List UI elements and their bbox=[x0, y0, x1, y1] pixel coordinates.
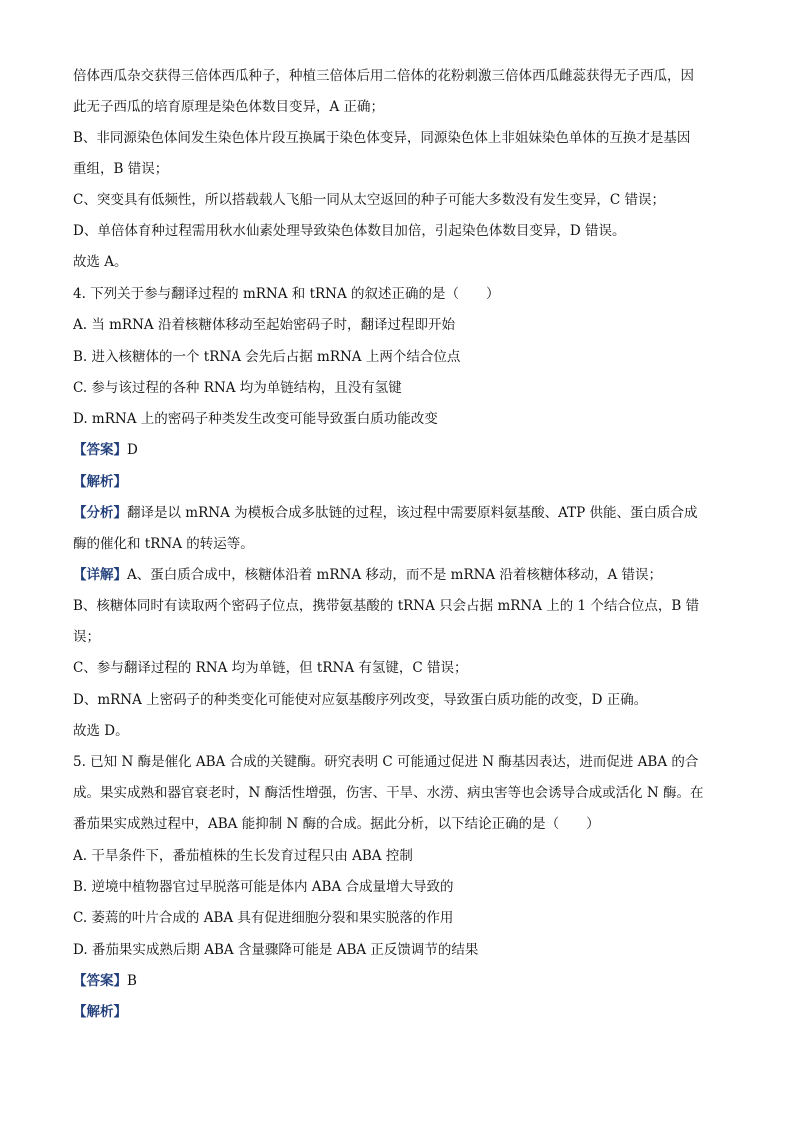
text-line bbox=[73, 627, 733, 647]
line-text: 酶的催化和 tRNA 的转运等。 bbox=[73, 536, 254, 552]
line-text: 翻译是以 mRNA 为模板合成多肽链的过程，该过程中需要原料氨基酸、ATP 供能、蛋白质合成 bbox=[127, 505, 698, 521]
line-text: A. 当 mRNA 沿着核糖体移动至起始密码子时，翻译过程即开始 bbox=[73, 317, 455, 333]
text-line bbox=[73, 783, 733, 803]
line-text: B、核糖体同时有读取两个密码子位点，携带氨基酸的 tRNA 只会占据 mRNA 上的 1 个结合位点，B 错 bbox=[73, 598, 700, 614]
text-line bbox=[73, 284, 733, 304]
line-text: B bbox=[127, 973, 137, 989]
line-text: C、突变具有低频性，所以搭载载人飞船一同从太空返回的种子可能大多数没有发生变异，C 错误； bbox=[73, 192, 665, 208]
line-text: D bbox=[127, 442, 138, 458]
text-line bbox=[73, 534, 733, 554]
section-tag: 【答案】 bbox=[73, 442, 127, 458]
text-line bbox=[73, 877, 733, 897]
text-line bbox=[73, 252, 733, 272]
line-text: C、参与翻译过程的 RNA 均为单链，但 tRNA 有氢键，C 错误； bbox=[73, 660, 468, 676]
section-tag: 【分析】 bbox=[73, 505, 127, 521]
line-text: A、蛋白质合成中，核糖体沿着 mRNA 移动，而不是 mRNA 沿着核糖体移动，A 错误； bbox=[127, 567, 663, 583]
text-line bbox=[73, 472, 733, 492]
text-line bbox=[73, 128, 733, 148]
text-line bbox=[73, 814, 733, 834]
text-line bbox=[73, 690, 733, 710]
text-line bbox=[73, 565, 733, 585]
section-tag: 【答案】 bbox=[73, 973, 127, 989]
line-text: 重组，B 错误； bbox=[73, 161, 169, 177]
text-line bbox=[73, 347, 733, 367]
line-text: 4. 下列关于参与翻译过程的 mRNA 和 tRNA 的叙述正确的是（ ） bbox=[73, 286, 500, 302]
line-text: B. 进入核糖体的一个 tRNA 会先后占据 mRNA 上两个结合位点 bbox=[73, 349, 461, 365]
text-line bbox=[73, 1002, 733, 1022]
text-line bbox=[73, 503, 733, 523]
text-line bbox=[73, 846, 733, 866]
text-line bbox=[73, 940, 733, 960]
line-text: C. 参与该过程的各种 RNA 均为单链结构，且没有氢键 bbox=[73, 380, 402, 396]
text-line bbox=[73, 409, 733, 429]
text-line bbox=[73, 596, 733, 616]
line-text: D、单倍体育种过程需用秋水仙素处理导致染色体数目加倍，引起染色体数目变异，D 错误。 bbox=[73, 223, 626, 239]
line-text: 误； bbox=[73, 629, 100, 645]
line-text: 故选 A。 bbox=[73, 254, 128, 270]
text-line bbox=[73, 378, 733, 398]
text-line bbox=[73, 159, 733, 179]
text-line bbox=[73, 752, 733, 772]
text-line bbox=[73, 221, 733, 241]
text-line bbox=[73, 97, 733, 117]
line-text: 倍体西瓜杂交获得三倍体西瓜种子，种植三倍体后用二倍体的花粉刺激三倍体西瓜雌蕊获得无子西瓜，因 bbox=[73, 68, 694, 84]
text-line bbox=[73, 66, 733, 86]
section-tag: 【解析】 bbox=[73, 474, 127, 490]
line-text: D. mRNA 上的密码子种类发生改变可能导致蛋白质功能改变 bbox=[73, 411, 438, 427]
text-line bbox=[73, 190, 733, 210]
text-line bbox=[73, 721, 733, 741]
line-text: A. 干旱条件下，番茄植株的生长发育过程只由 ABA 控制 bbox=[73, 848, 413, 864]
line-text: B、非同源染色体间发生染色体片段互换属于染色体变异，同源染色体上非姐妹染色单体的互换才是基因 bbox=[73, 130, 691, 146]
line-text: C. 萎蔫的叶片合成的 ABA 具有促进细胞分裂和果实脱落的作用 bbox=[73, 910, 454, 926]
line-text: 番茄果实成熟过程中，ABA 能抑制 N 酶的合成。据此分析，以下结论正确的是（ ） bbox=[73, 816, 600, 832]
line-text: 成。果实成熟和器官衰老时，N 酶活性增强，伤害、干旱、水涝、病虫害等也会诱导合成或活化 N 酶。在 bbox=[73, 785, 704, 801]
line-text: 5. 已知 N 酶是催化 ABA 合成的关键酶。研究表明 C 可能通过促进 N 酶基因表达，进而促进 ABA 的合 bbox=[73, 754, 699, 770]
line-text: D、mRNA 上密码子的种类变化可能使对应氨基酸序列改变，导致蛋白质功能的改变，D 正确。 bbox=[73, 692, 648, 708]
line-text: D. 番茄果实成熟后期 ABA 含量骤降可能是 ABA 正反馈调节的结果 bbox=[73, 942, 479, 958]
text-line bbox=[73, 315, 733, 335]
section-tag: 【解析】 bbox=[73, 1004, 127, 1020]
text-line bbox=[73, 908, 733, 928]
line-text: 故选 D。 bbox=[73, 723, 129, 739]
line-text: 此无子西瓜的培育原理是染色体数目变异，A 正确； bbox=[73, 99, 385, 115]
line-text: B. 逆境中植物器官过早脱落可能是体内 ABA 合成量增大导致的 bbox=[73, 879, 454, 895]
text-line bbox=[73, 440, 733, 460]
text-line bbox=[73, 971, 733, 991]
text-line bbox=[73, 658, 733, 678]
section-tag: 【详解】 bbox=[73, 567, 127, 583]
